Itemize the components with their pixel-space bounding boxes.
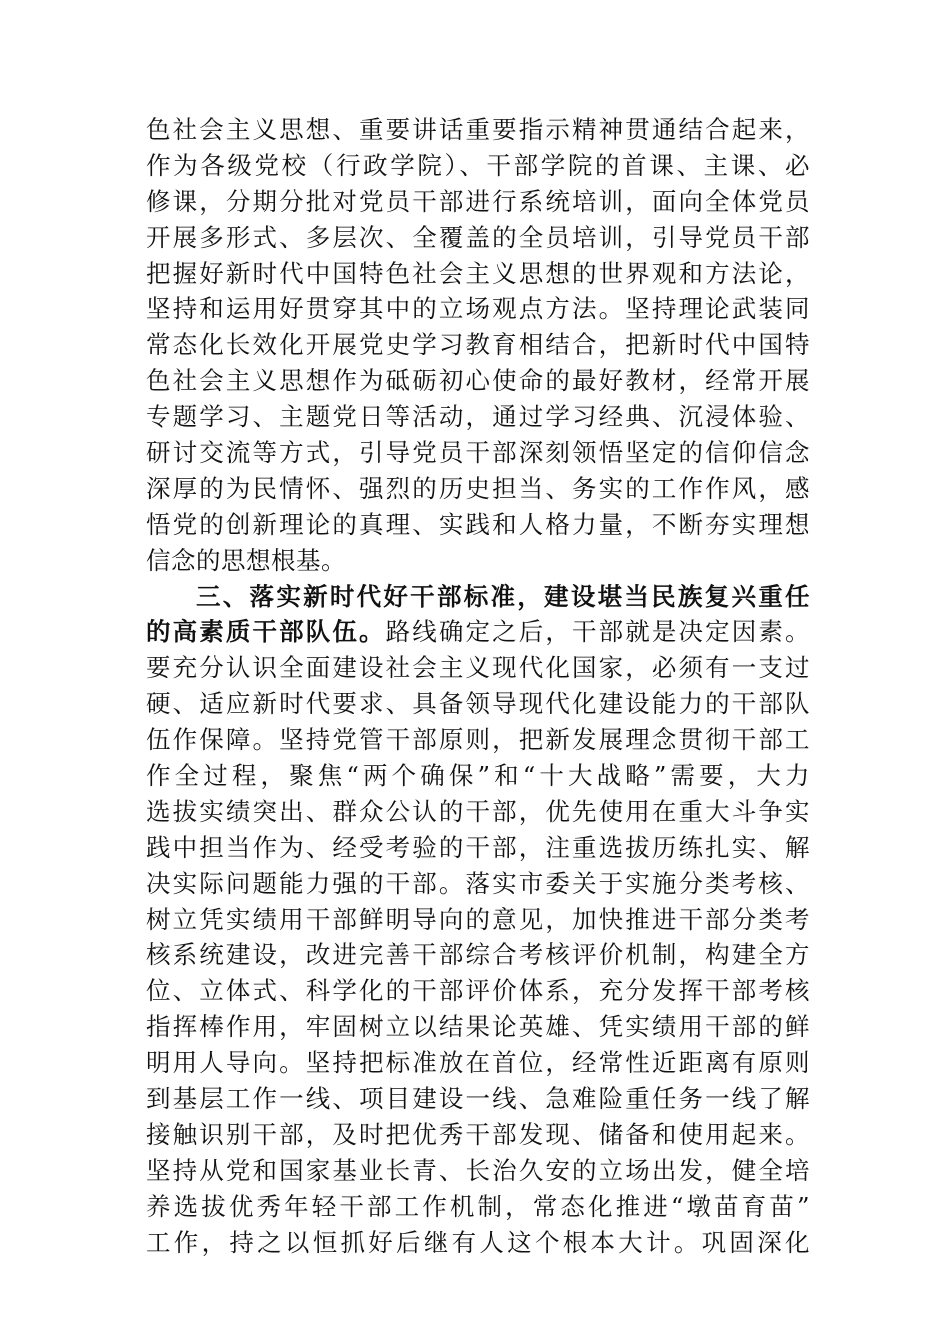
text-line: 坚持和运用好贯穿其中的立场观点方法。坚持理论武装同	[146, 294, 810, 324]
paragraph-1	[146, 112, 810, 579]
section-heading-end: 的高素质干部队伍。	[146, 617, 386, 647]
text-line	[146, 614, 810, 650]
text-line: 工作，持之以恒抓好后继有人这个根本大计。巩固深化	[146, 1227, 810, 1257]
text-line: 色社会主义思想、重要讲话重要指示精神贯通结合起来，	[146, 115, 810, 144]
text-line: 常态化长效化开展党史学习教育相结合，把新时代中国特	[146, 330, 810, 360]
text-line: 核系统建设，改进完善干部综合考核评价机制，构建全方	[146, 940, 810, 970]
text-line: 开展多形式、多层次、全覆盖的全员培训，引导党员干部	[146, 222, 810, 252]
text-line: 明用人导向。坚持把标准放在首位，经常性近距离有原则	[146, 1048, 810, 1078]
text-line: 伍作保障。坚持党管干部原则，把新发展理念贯彻干部工	[146, 725, 810, 755]
text-line: 修课，分期分批对党员干部进行系统培训，面向全体党员	[146, 186, 810, 216]
document-page	[146, 112, 810, 1261]
section-lead-text: 路线确定之后，干部就是决定因素。	[385, 617, 810, 647]
text-line: 专题学习、主题党日等活动，通过学习经典、沉浸体验、	[146, 402, 810, 432]
section-heading: 三、落实新时代好干部标准，建设堪当民族复兴重任	[196, 581, 810, 611]
text-line: 作为各级党校（行政学院）、干部学院的首课、主课、必	[146, 150, 810, 180]
text-line: 作全过程，聚焦“两个确保”和“十大战略”需要，大力	[146, 761, 810, 791]
text-line: 信念的思想根基。	[146, 545, 346, 575]
text-line: 硬、适应新时代要求、具备领导现代化建设能力的干部队	[146, 689, 810, 719]
text-line: 坚持从党和国家基业长青、长治久安的立场出发，健全培	[146, 1155, 810, 1185]
text-line: 把握好新时代中国特色社会主义思想的世界观和方法论，	[146, 258, 810, 288]
text-line: 决实际问题能力强的干部。落实市委关于实施分类考核、	[146, 868, 810, 898]
text-line: 要充分认识全面建设社会主义现代化国家，必须有一支过	[146, 653, 810, 683]
text-line: 深厚的为民情怀、强烈的历史担当、务实的工作作风，感	[146, 473, 810, 503]
text-line: 养选拔优秀年轻干部工作机制，常态化推进“墩苗育苗”	[146, 1191, 810, 1221]
text-line: 接触识别干部，及时把优秀干部发现、储备和使用起来。	[146, 1119, 810, 1149]
text-line: 树立凭实绩用干部鲜明导向的意见，加快推进干部分类考	[146, 904, 810, 934]
text-line: 选拔实绩突出、群众公认的干部，优先使用在重大斗争实	[146, 796, 810, 826]
text-line: 指挥棒作用，牢固树立以结果论英雄、凭实绩用干部的鲜	[146, 1012, 810, 1042]
text-line: 悟党的创新理论的真理、实践和人格力量，不断夯实理想	[146, 509, 810, 539]
text-line: 位、立体式、科学化的干部评价体系，充分发挥干部考核	[146, 976, 810, 1006]
text-line: 色社会主义思想作为砥砺初心使命的最好教材，经常开展	[146, 366, 810, 396]
text-line: 践中担当作为、经受考验的干部，注重选拔历练扎实、解	[146, 832, 810, 862]
text-line: 研讨交流等方式，引导党员干部深刻领悟坚定的信仰信念	[146, 438, 810, 468]
section-3	[146, 579, 810, 1261]
text-line: 到基层工作一线、项目建设一线、急难险重任务一线了解	[146, 1084, 810, 1114]
